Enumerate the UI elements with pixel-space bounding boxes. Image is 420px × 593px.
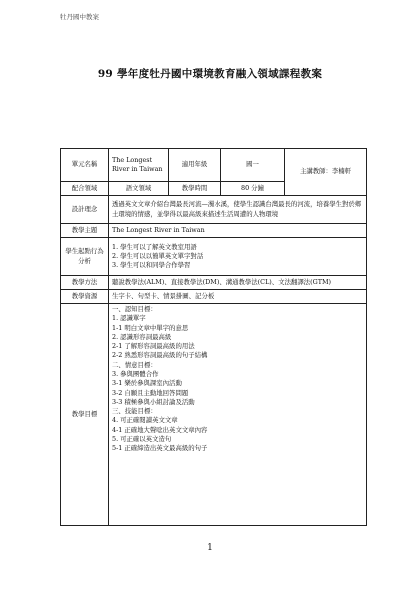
domain-value: 語文領域 [109,182,169,196]
page-number: 1 [207,543,213,553]
header-note: 牡丹國中教案 [60,13,99,21]
list-item: 1. 認識單字 [112,314,146,323]
list-item: 3. 學生可以和同學合作學習 [112,261,191,270]
domain-label: 配合領域 [61,182,109,196]
teaching-resource-value: 生字卡、句型卡、情景掛圖、記分板 [109,290,367,304]
teacher-name: 主講教師：李楠軒 [285,149,367,196]
row-concept [61,196,367,224]
unit-name-value: The Longest River in Taiwan [109,149,169,182]
teaching-topic-value: The Longest River in Taiwan [109,224,367,238]
student-ability-label: 學生起點行為分析 [61,238,109,276]
list-item: 1-1 明白文章中單字的意思 [112,323,189,332]
teaching-method-value: 聽說教學法(ALM)、直接教學法(DM)、溝通教學法(CL)、文法翻譯法(GTM) [109,276,367,290]
teaching-goals-list [109,304,367,526]
document-title: 99 學年度牡丹國中環境教育融入領域課程教案 [97,68,323,80]
goal-section-heading: 一、認知目標： [112,305,157,313]
list-item: 2-2 熟悉形容詞最高級的句子結構 [112,351,208,360]
list-item: 5. 可正確以英文造句 [112,434,172,443]
row-goals [61,304,367,526]
list-item: 3-3 積極參與小組討論及活動 [112,397,195,406]
goal-section-heading: 三、技能目標： [112,407,157,416]
goal-section-heading: 二、情意目標： [112,360,157,369]
grade-value: 國一 [221,149,285,182]
row-method [61,276,367,290]
list-item: 2. 學生可以以簡單英文單字對話 [112,251,204,260]
row-resource [61,290,367,304]
unit-name-label: 單元名稱 [61,149,109,182]
design-concept-value: 透過英文文章介紹台灣最長河流—濁水溪，使學生認識台灣最長的河流，培養學生對於鄉土環境的情感，並學得以最高級來描述生活周遭的人物環境 [109,196,367,224]
design-concept-label: 設計理念 [61,196,109,224]
grade-label: 適用年級 [169,149,221,182]
row-student-ability [61,238,367,276]
lesson-plan-table [60,148,367,526]
list-item: 3-2 自願且主動地回答問題 [112,388,189,397]
list-item: 2. 認識形容詞最高級 [112,332,172,341]
student-ability-list [109,238,367,276]
list-item: 3-1 樂於參與課室內活動 [112,379,182,388]
list-item: 3. 參與團體合作 [112,369,159,378]
row-unit [61,149,367,182]
teaching-resource-label: 教學資源 [61,290,109,304]
list-item: 5-1 正確締造出英文最高級的句子 [112,444,208,453]
teaching-topic-label: 教學主題 [61,224,109,238]
list-item: 1. 學生可以了解英文教室用語 [112,242,197,251]
list-item: 4-1 正確地大聲唸出英文文章內容 [112,425,208,434]
teaching-time-label: 教學時間 [169,182,221,196]
list-item: 2-1 了解形容詞最高級的用法 [112,342,195,351]
row-topic [61,224,367,238]
teaching-method-label: 教學方法 [61,276,109,290]
teaching-time-value: 80 分鐘 [221,182,285,196]
teaching-goals-label: 教學目標 [61,304,109,526]
list-item: 4. 可正確閱讀英文文章 [112,416,178,425]
